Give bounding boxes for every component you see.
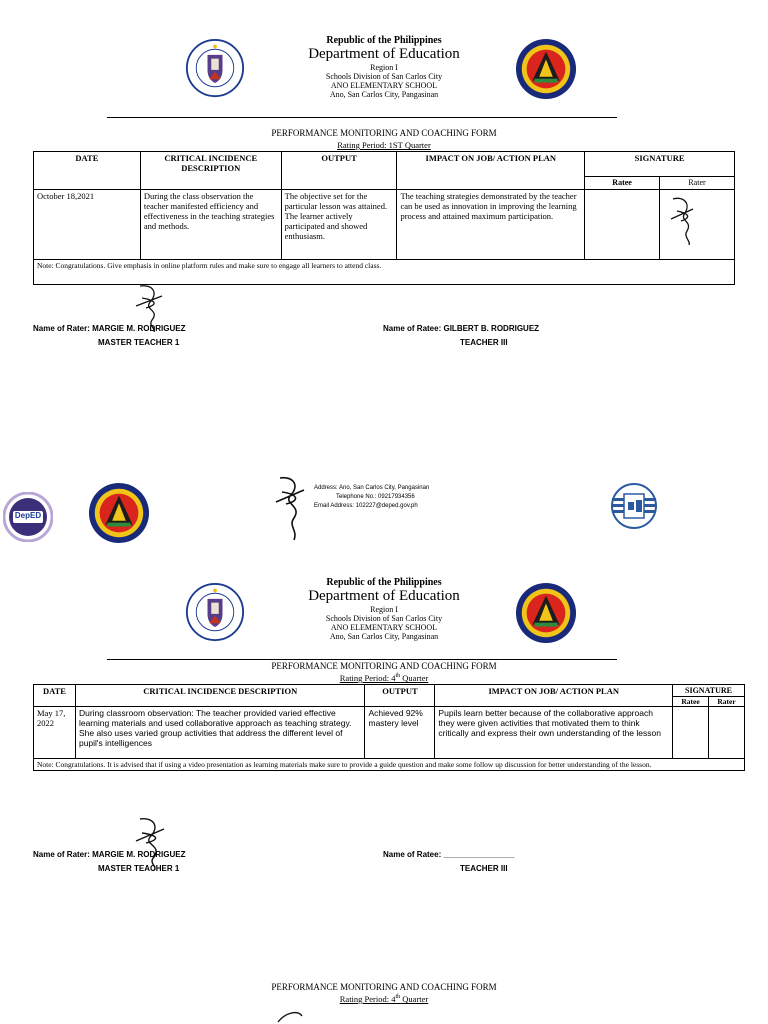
- header-divider: [107, 117, 617, 118]
- col-date: DATE: [34, 152, 141, 190]
- region-text: Region I: [370, 63, 398, 72]
- ratee-signature-cell: [585, 190, 660, 260]
- coaching-table-2: [33, 684, 745, 771]
- col-signature: SIGNATURE: [585, 152, 735, 177]
- row-critical: During the class observation the teacher manifested efficiency and effectiveness in the teaching strategies and methods.: [140, 190, 281, 260]
- footer-email: Email Address: 102227@deped.gov.ph: [314, 503, 418, 509]
- col-impact: IMPACT ON JOB/ ACTION PLAN: [397, 152, 585, 190]
- row-critical-2: During classroom observation: The teacher provided varied effective learning materials and used collaborative approach as teaching strategy. She also uses varied group activities that address the different level of pupil's intelligences: [75, 707, 365, 759]
- row-output-2: Achieved 92% mastery level: [365, 707, 435, 759]
- rating-period: Rating Period: 1ST Quarter: [337, 140, 431, 150]
- rating-period-3: Rating Period: 4th Quarter: [339, 994, 429, 1004]
- col-rater: Rater: [660, 177, 735, 190]
- rater-signature: [663, 191, 703, 246]
- division-text: Schools Division of San Carlos City: [325, 72, 443, 81]
- deped-logo-text: DepED: [14, 511, 42, 520]
- school-address-2: Ano, San Carlos City, Pangasinan: [329, 632, 439, 641]
- row-impact: The teaching strategies demonstrated by the teacher can be used as innovation in improving the learning process and attained maximum participation.: [397, 190, 585, 260]
- rater-name-line-2: Name of Rater: MARGIE M. RODRIGUEZ: [33, 850, 186, 859]
- division-text-2: Schools Division of San Carlos City: [325, 614, 443, 623]
- department-title: Department of Education: [308, 46, 460, 62]
- school-address: Ano, San Carlos City, Pangasinan: [329, 90, 439, 99]
- qms-logo: [608, 482, 660, 530]
- col-signature-2: SIGNATURE: [673, 685, 745, 697]
- rater-signature-cell-2: [709, 707, 745, 759]
- rater-position-2: MASTER TEACHER 1: [98, 864, 180, 873]
- col-critical-2: CRITICAL INCIDENCE DESCRIPTION: [75, 685, 365, 707]
- ratee-name-line-2: Name of Ratee: ________________: [383, 850, 515, 859]
- ratee-signature-cell-2: [673, 707, 709, 759]
- school-name: ANO ELEMENTARY SCHOOL: [330, 81, 438, 90]
- ratee-position-2: TEACHER III: [460, 864, 508, 873]
- region-text-2: Region I: [370, 605, 398, 614]
- republic-text-2: Republic of the Philippines: [326, 577, 442, 588]
- row-impact-2: Pupils learn better because of the collaborative approach they were given activities that motivated them to think critically and express their own understanding of the lesson: [435, 707, 673, 759]
- school-name-2: ANO ELEMENTARY SCHOOL: [330, 623, 438, 632]
- rater-name-line-1: Name of Rater: MARGIE M. RODRIGUEZ: [33, 324, 186, 333]
- row-date: October 18,2021: [34, 190, 141, 260]
- coaching-table-1: [33, 151, 735, 285]
- department-title-2: Department of Education: [308, 588, 460, 604]
- republic-text: Republic of the Philippines: [326, 35, 442, 46]
- col-ratee: Ratee: [585, 177, 660, 190]
- col-output-2: OUTPUT: [365, 685, 435, 707]
- col-impact-2: IMPACT ON JOB/ ACTION PLAN: [435, 685, 673, 707]
- table-row: [34, 190, 735, 260]
- header-divider-2: [107, 659, 617, 660]
- footer-address: Address: Ano, San Carlos City, Pangasinan: [314, 485, 430, 491]
- form-title-3: PERFORMANCE MONITORING AND COACHING FORM: [271, 982, 497, 992]
- footer-signature: [272, 472, 312, 542]
- rater-signature-scribble-2: [132, 815, 174, 870]
- col-ratee-2: Ratee: [673, 697, 709, 707]
- col-rater-2: Rater: [709, 697, 745, 707]
- rating-period-2: Rating Period: 4th Quarter: [339, 673, 429, 683]
- footer-phone: Telephone No.: 09217934356: [336, 494, 415, 500]
- rater-position-1: MASTER TEACHER 1: [98, 338, 180, 347]
- form-title-2: PERFORMANCE MONITORING AND COACHING FORM: [271, 661, 497, 671]
- ratee-name-line-1: Name of Ratee: GILBERT B. RODRIGUEZ: [383, 324, 540, 333]
- note-row-2: Note: Congratulations. It is advised that if using a video presentation as learning materials make sure to provide a guide question and make some follow up discussion for better understanding of the lesson.: [34, 759, 745, 771]
- col-critical: CRITICAL INCIDENCE DESCRIPTION: [140, 152, 281, 190]
- row-date-2: May 17, 2022: [34, 707, 76, 759]
- school-seal-footer: [88, 482, 150, 544]
- row-output: The objective set for the particular lesson was attained. The learner actively participated and showed enthusiasm.: [281, 190, 397, 260]
- table-row: [34, 707, 745, 759]
- note-row: Note: Congratulations. Give emphasis in online platform rules and make sure to engage all learners to attend class.: [34, 260, 735, 285]
- signature-partial-3: [272, 1010, 312, 1024]
- col-date-2: DATE: [34, 685, 76, 707]
- rater-signature-cell: [660, 190, 735, 260]
- col-output: OUTPUT: [281, 152, 397, 190]
- ratee-position-1: TEACHER III: [460, 338, 508, 347]
- deped-logo-footer: [3, 492, 53, 542]
- form-title: PERFORMANCE MONITORING AND COACHING FORM: [271, 128, 497, 138]
